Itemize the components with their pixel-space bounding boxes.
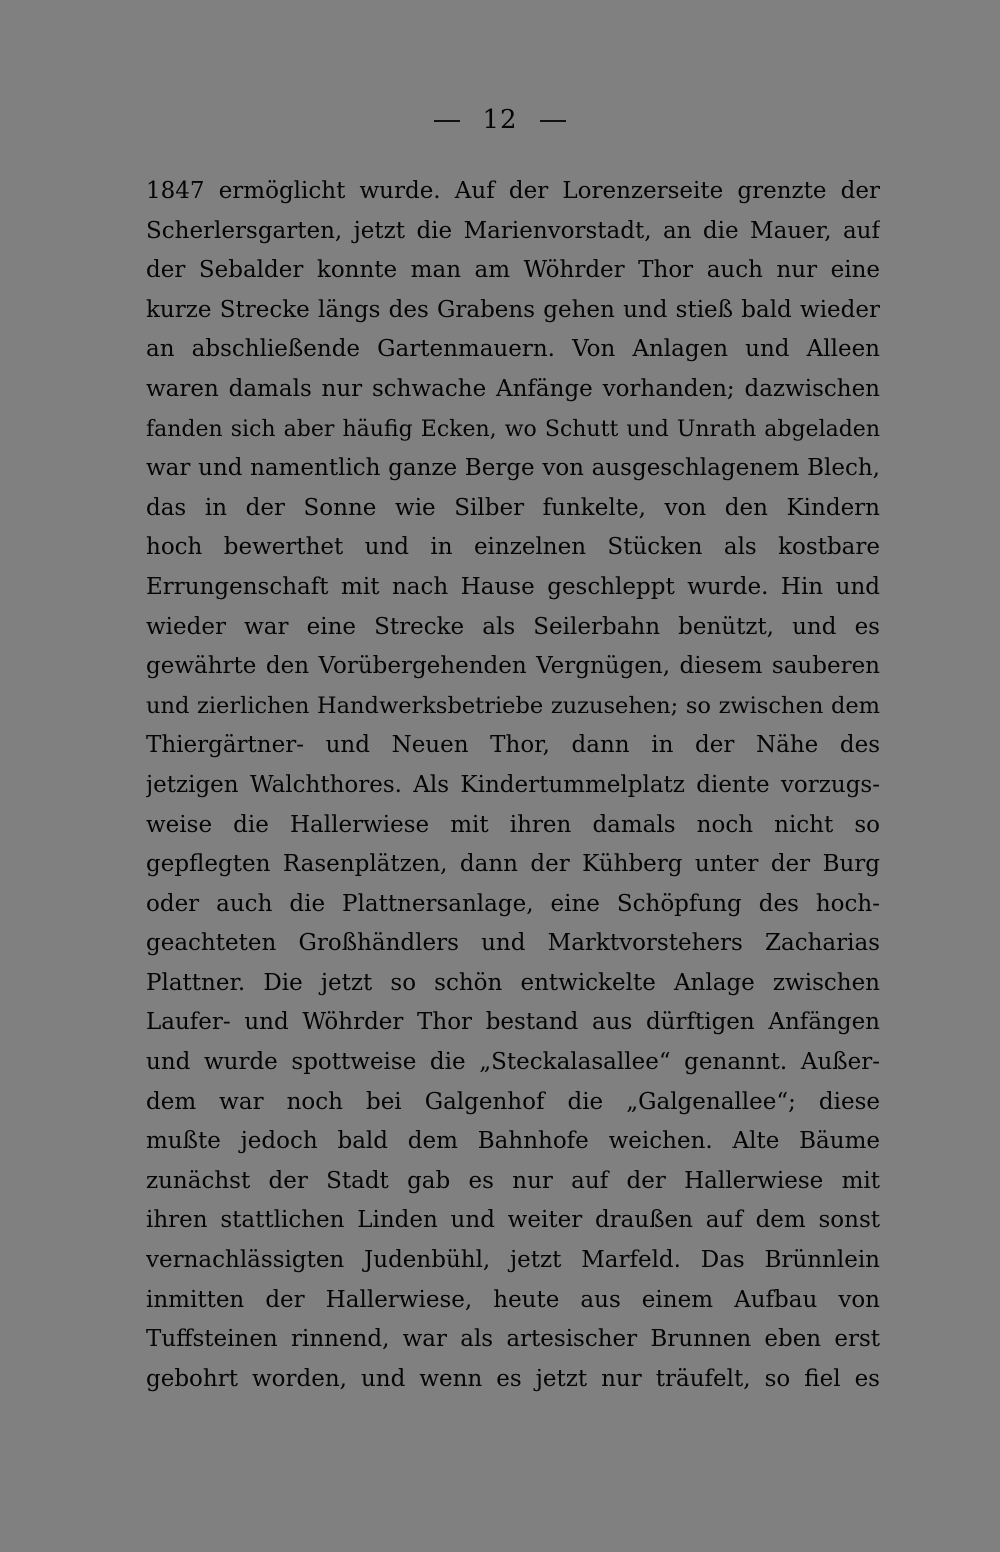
text-line: Tuffsteinen rinnend, war als artesischer Brunnen eben erst: [146, 1326, 880, 1353]
text-line: zunächst der Stadt gab es nur auf der Hallerwiese mit: [146, 1167, 880, 1194]
text-line: geachteten Großhändlers und Marktvorstehers Zacharias: [146, 930, 880, 957]
text-line: oder auch die Plattnersanlage, eine Schöpfung des hoch-: [146, 890, 880, 917]
text-line: der Sebalder konnte man am Wöhrder Thor auch nur eine: [146, 257, 880, 284]
text-line: hoch bewerthet und in einzelnen Stücken als kostbare: [146, 534, 880, 561]
text-line: inmitten der Hallerwiese, heute aus einem Aufbau von: [146, 1286, 880, 1313]
right-dash: [540, 120, 566, 122]
text-line: an abschließende Gartenmauern. Von Anlagen und Alleen: [146, 336, 880, 363]
text-line: jetzigen Walchthores. Als Kindertummelplatz diente vorzugs-: [146, 771, 880, 798]
text-line: vernachlässigten Judenbühl, jetzt Marfeld. Das Brünnlein: [146, 1247, 880, 1274]
text-line: gewährte den Vorübergehenden Vergnügen, diesem sauberen: [146, 653, 880, 680]
body-text: [146, 172, 880, 1399]
text-line: und zierlichen Handwerksbetriebe zuzusehen; so zwischen dem: [146, 692, 880, 719]
text-line: waren damals nur schwache Anfänge vorhanden; dazwischen: [146, 375, 880, 402]
text-line: und wurde spottweise die „Steckalasallee“ genannt. Außer-: [146, 1049, 880, 1076]
text-line: war und namentlich ganze Berge von ausgeschlagenem Blech,: [146, 455, 880, 482]
page-number-header: [0, 102, 1000, 138]
text-line: dem war noch bei Galgenhof die „Galgenallee“; diese: [146, 1088, 880, 1115]
text-line: weise die Hallerwiese mit ihren damals noch nicht so: [146, 811, 880, 838]
text-line: gebohrt worden, und wenn es jetzt nur träufelt, so fiel es: [146, 1365, 880, 1392]
text-line: Scherlersgarten, jetzt die Marienvorstadt, an die Mauer, auf: [146, 217, 880, 244]
text-line: Thiergärtner- und Neuen Thor, dann in der Nähe des: [146, 732, 880, 759]
text-line: Errungenschaft mit nach Hause geschleppt wurde. Hin und: [146, 573, 880, 600]
left-dash: [434, 120, 460, 122]
text-line: ihren stattlichen Linden und weiter draußen auf dem sonst: [146, 1207, 880, 1234]
text-line: das in der Sonne wie Silber funkelte, von den Kindern: [146, 494, 880, 521]
text-line: fanden sich aber häufig Ecken, wo Schutt und Unrath abgeladen: [146, 416, 880, 442]
page-number: 12: [482, 105, 518, 135]
text-line: kurze Strecke längs des Grabens gehen und stieß bald wieder: [146, 296, 880, 323]
text-line: Plattner. Die jetzt so schön entwickelte Anlage zwischen: [146, 969, 880, 996]
text-line: gepflegten Rasenplätzen, dann der Kühberg unter der Burg: [146, 851, 880, 878]
text-line: Laufer- und Wöhrder Thor bestand aus dürftigen Anfängen: [146, 1009, 880, 1036]
text-line: wieder war eine Strecke als Seilerbahn benützt, und es: [146, 613, 880, 640]
text-line: mußte jedoch bald dem Bahnhofe weichen. Alte Bäume: [146, 1128, 880, 1155]
text-line: 1847 ermöglicht wurde. Auf der Lorenzerseite grenzte der: [146, 178, 880, 204]
